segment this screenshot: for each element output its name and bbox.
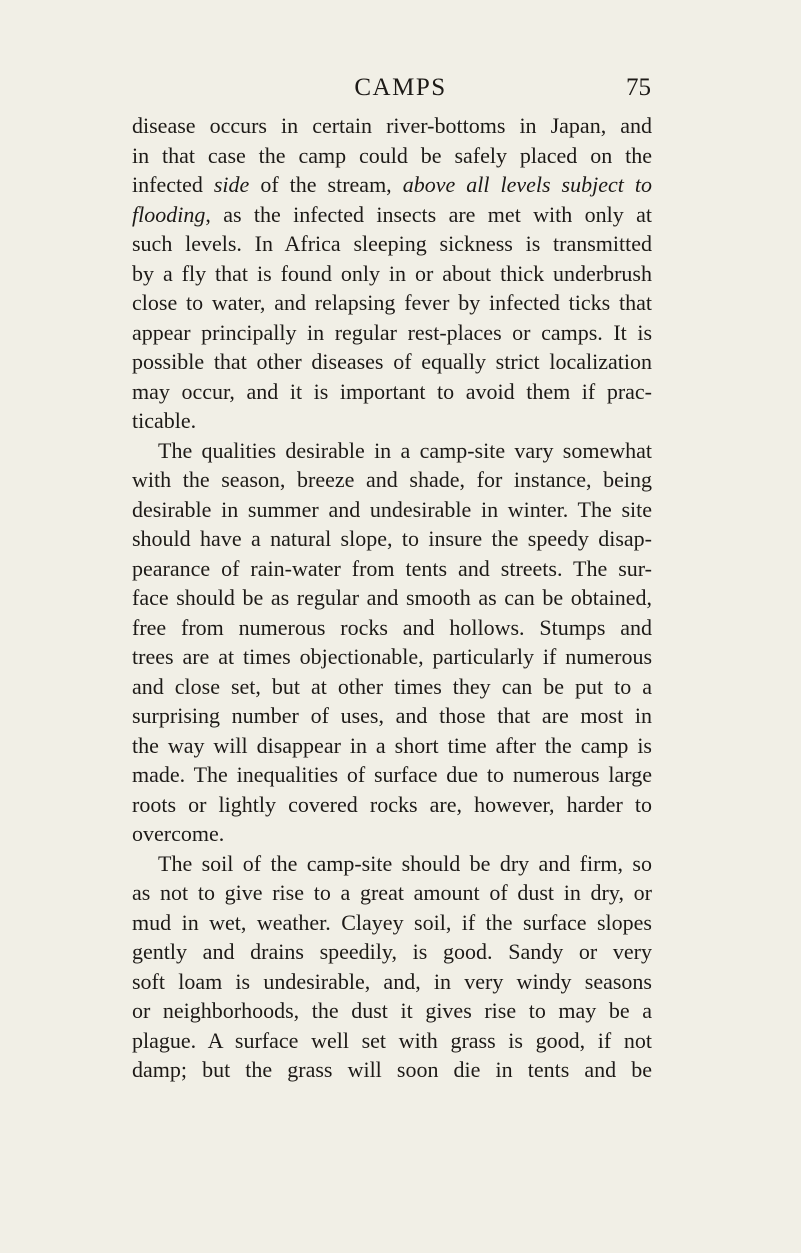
text-line: soft loam is undesirable, and, in very windy seasons bbox=[132, 968, 652, 994]
page-number: 75 bbox=[626, 74, 651, 101]
text-line: The qualities desirable in a camp-site vary somewhat bbox=[158, 437, 652, 463]
text-segment: , as the infected insects are met with only at bbox=[205, 201, 652, 227]
text-line: damp; but the grass will soon die in tents and be bbox=[132, 1057, 652, 1082]
text-line: surprising number of uses, and those that are most in bbox=[132, 703, 652, 728]
italic-text: above all levels subject to bbox=[402, 172, 652, 197]
text-line: in that case the camp could be safely placed on the bbox=[132, 142, 652, 168]
italic-text: side bbox=[213, 172, 250, 197]
text-line: mud in wet, weather. Clayey soil, if the surface slopes bbox=[132, 909, 652, 935]
text-line: free from numerous rocks and hollows. Stumps and bbox=[132, 614, 652, 640]
text-line: with the season, breeze and shade, for instance, being bbox=[132, 467, 652, 492]
text-segment: infected bbox=[132, 172, 214, 197]
text-line: overcome. bbox=[132, 821, 225, 846]
text-line: the way will disappear in a short time after the camp is bbox=[132, 732, 652, 758]
text-line: plague. A surface well set with grass is good, if not bbox=[132, 1027, 652, 1053]
text-line: disease occurs in certain river-bottoms in Japan, and bbox=[132, 113, 652, 138]
text-line: ticable. bbox=[132, 408, 197, 433]
text-line: should have a natural slope, to insure the speedy disap- bbox=[132, 526, 652, 551]
text-line: pearance of rain-water from tents and streets. The sur- bbox=[132, 555, 652, 581]
text-line: made. The inequalities of surface due to numerous large bbox=[132, 762, 652, 787]
text-line: gently and drains speedily, is good. Sandy or very bbox=[132, 939, 652, 964]
text-line: roots or lightly covered rocks are, however, harder to bbox=[132, 791, 652, 817]
text-line bbox=[132, 200, 652, 230]
text-line: The soil of the camp-site should be dry and firm, so bbox=[158, 850, 652, 876]
running-title: CAMPS bbox=[354, 74, 447, 101]
text-line: and close set, but at other times they can be put to a bbox=[132, 673, 652, 699]
text-line: desirable in summer and undesirable in winter. The site bbox=[132, 496, 652, 522]
body-text bbox=[132, 111, 652, 1085]
text-line: face should be as regular and smooth as can be obtained, bbox=[132, 585, 652, 610]
text-segment: of the stream, bbox=[249, 172, 403, 197]
running-head bbox=[0, 72, 801, 106]
text-line: may occur, and it is important to avoid them if prac- bbox=[132, 378, 652, 404]
text-line: possible that other diseases of equally strict localization bbox=[132, 349, 652, 374]
text-line: trees are at times objectionable, particularly if numerous bbox=[132, 644, 652, 669]
text-line: as not to give rise to a great amount of dust in dry, or bbox=[132, 880, 652, 905]
text-line bbox=[132, 170, 652, 200]
text-line: such levels. In Africa sleeping sickness is transmitted bbox=[132, 231, 652, 256]
text-line: appear principally in regular rest-places or camps. It is bbox=[132, 319, 652, 345]
italic-text: flooding bbox=[132, 201, 206, 227]
text-line: or neighborhoods, the dust it gives rise to may be a bbox=[132, 998, 652, 1023]
text-line: close to water, and relapsing fever by infected ticks that bbox=[132, 290, 652, 315]
text-line: by a fly that is found only in or about thick underbrush bbox=[132, 260, 652, 286]
